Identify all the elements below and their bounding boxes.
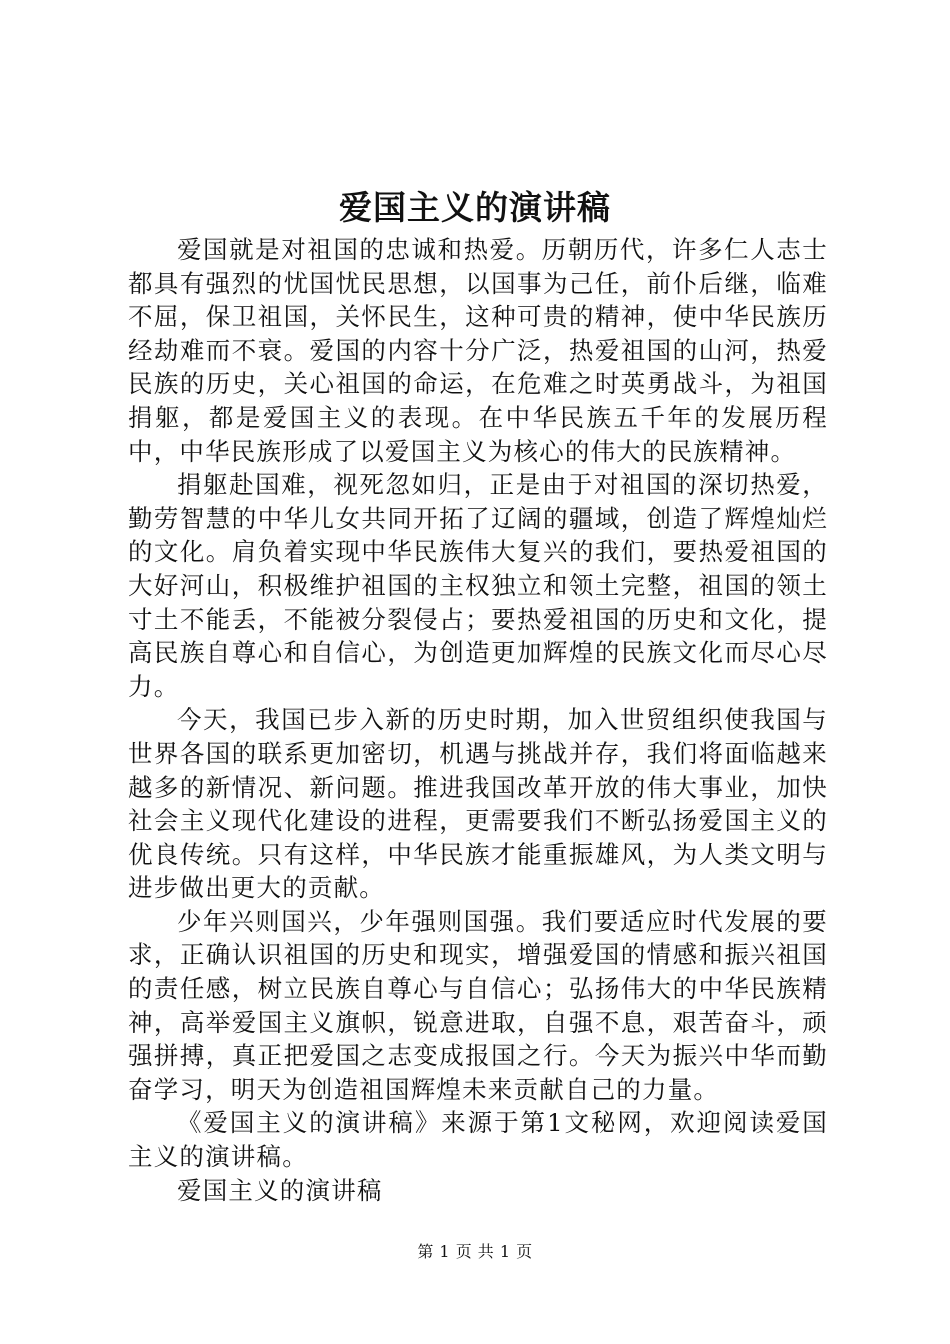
paragraph-4: 少年兴则国兴，少年强则国强。我们要适应时代发展的要求，正确认识祖国的历史和现实，增强爱国的情感和振兴祖国的责任感，树立民族自尊心与自信心；弘扬伟大的中华民族精神，高举爱国主义旗帜，锐意进取，自强不息，艰苦奋斗，顽强拼搏，真正把爱国之志变成报国之行。今天为振兴中华而勤奋学习，明天为创造祖国辉煌未来贡献自己的力量。 bbox=[128, 906, 828, 1104]
document-title: 爱国主义的演讲稿 bbox=[339, 188, 611, 227]
document-body bbox=[128, 233, 828, 1207]
paragraph-1: 爱国就是对祖国的忠诚和热爱。历朝历代，许多仁人志士都具有强烈的忧国忧民思想，以国事为己任，前仆后继，临难不屈，保卫祖国，关怀民生，这种可贵的精神，使中华民族历经劫难而不衰。爱国的内容十分广泛，热爱祖国的山河，热爱民族的历史，关心祖国的命运，在危难之时英勇战斗，为祖国捐躯，都是爱国主义的表现。在中华民族五千年的发展历程中，中华民族形成了以爱国主义为核心的伟大的民族精神。 bbox=[128, 235, 828, 466]
paragraph-3: 今天，我国已步入新的历史时期，加入世贸组织使我国与世界各国的联系更加密切，机遇与挑战并存，我们将面临越来越多的新情况、新问题。推进我国改革开放的伟大事业，加快社会主义现代化建设的进程，更需要我们不断弘扬爱国主义的优良传统。只有这样，中华民族才能重振雄风，为人类文明与进步做出更大的贡献。 bbox=[128, 705, 828, 903]
source-note-paragraph: 《爱国主义的演讲稿》来源于第1文秘网，欢迎阅读爱国主义的演讲稿。 bbox=[128, 1108, 828, 1172]
closing-title-line: 爱国主义的演讲稿 bbox=[177, 1175, 383, 1205]
page-number-footer: 第 1 页 共 1 页 bbox=[417, 1242, 533, 1261]
paragraph-2: 捐躯赴国难，视死忽如归，正是由于对祖国的深切热爱，勤劳智慧的中华儿女共同开拓了辽阔的疆域，创造了辉煌灿烂的文化。肩负着实现中华民族伟大复兴的我们，要热爱祖国的大好河山，积极维护祖国的主权独立和领土完整，祖国的领土寸土不能丢，不能被分裂侵占；要热爱祖国的历史和文化，提高民族自尊心和自信心，为创造更加辉煌的民族文化而尽心尽力。 bbox=[128, 470, 828, 701]
